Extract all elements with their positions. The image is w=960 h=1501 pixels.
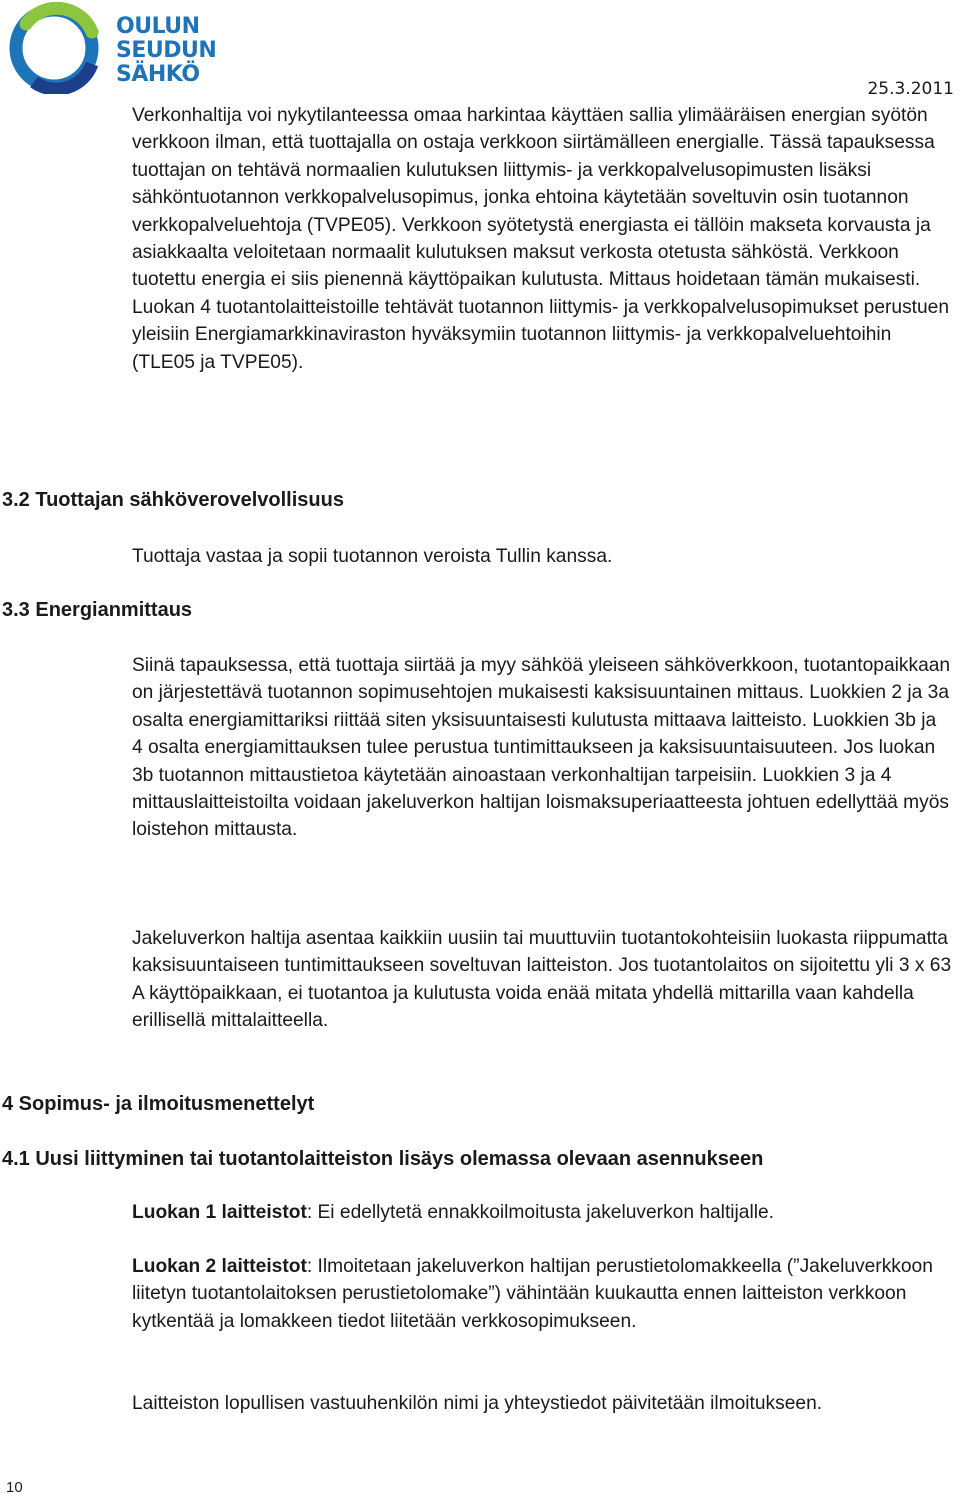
class-2-text: : Ilmoitetaan jakeluverkon haltijan perustietolomakkeella (”Jakeluverkkoon liitetyn tuotantolaitoksen perustietolomake”) vähintään kuukautta ennen laitteiston verkkoon kytkentää ja lomakkeen tiedot liitetään verkkosopimukseen. xyxy=(132,1256,933,1332)
class-2-label: Luokan 2 laitteistot xyxy=(132,1256,307,1277)
paragraph-metering: Siinä tapauksessa, että tuottaja siirtää ja myy sähköä yleiseen sähköverkkoon, tuotantopaikkaan on järjestettävä tuotannon sopimusehtojen mukaisesti kaksisuuntainen mittaus. Luokkien 2 ja 3a osalta energiamittariksi riittää siten yksisuuntaisesti kulutusta mittaava laitteisto. Luokkien 3b ja 4 osalta energiamittauksen tulee perustua tuntimittaukseen ja kaksisuuntaisuuteen. Jos luokan 3b tuotannon mittaustietoa käytetään ainoastaan verkonhaltijan tarpeisiin. Luokkien 3 ja 4 mittauslaitteistoilta voidaan jakeluverkon haltijan loismaksuperiaatteesta johtuen edellyttää myös loistehon mittausta. xyxy=(132,655,951,841)
heading-3-3: 3.3 Energianmittaus xyxy=(2,599,193,621)
paragraph-contact-update: Laitteiston lopullisen vastuuhenkilön nimi ja yhteystiedot päivitetään ilmoitukseen. xyxy=(132,1393,823,1414)
heading-4-1: 4.1 Uusi liittyminen tai tuotantolaitteiston lisäys olemassa olevaan asennukseen xyxy=(2,1148,764,1170)
logo-word-2: SEUDUN xyxy=(116,38,217,63)
company-logo xyxy=(4,2,217,94)
paragraph-class-2 xyxy=(132,1253,952,1335)
logo-word-1: OULUN xyxy=(116,14,200,39)
paragraph-metering-intro: Verkonhaltija voi nykytilanteessa omaa harkintaa käyttäen sallia ylimääräisen energian syötön verkkoon ilman, että tuottajalla on ostaja verkkoon siirtämälleen energialle. Tässä tapauksessa tuottajan on tehtävä normaalien kulutuksen liittymis- ja verkkopalvelusopimusten lisäksi sähköntuotannon verkkopalvelusopimus, jonka ehtoina käytetään soveltuvin osin tuotannon verkkopalveluehtoja (TVPE05). Verkkoon syötetystä energiasta ei tällöin makseta korvausta ja asiakkaalta veloitetaan normaalit kulutuksen maksut verkosta otetusta sähköstä. Verkkoon tuotettu energia ei siis pienennä käyttöpaikan kulutusta. Mittaus hoidetaan tämän mukaisesti. Luokan 4 tuotantolaitteistoille tehtävät tuotannon liittymis- ja verkkopalvelusopimukset perustuen yleisiin Energiamarkkinaviraston hyväksymiin tuotannon liittymis- ja verkkopalveluehtoihin (TLE05 ja TVPE05). xyxy=(132,105,950,373)
document-date: 25.3.2011 xyxy=(867,79,954,99)
heading-3-2: 3.2 Tuottajan sähköverovelvollisuus xyxy=(2,489,344,511)
logo-word-3: SÄHKÖ xyxy=(116,62,200,87)
paragraph-tax: Tuottaja vastaa ja sopii tuotannon veroista Tullin kanssa. xyxy=(132,546,613,567)
heading-4: 4 Sopimus- ja ilmoitusmenettelyt xyxy=(2,1093,315,1115)
paragraph-hourly-metering: Jakeluverkon haltija asentaa kaikkiin uusiin tai muuttuviin tuotantokohteisiin luokasta riippumatta kaksisuuntaiseen tuntimittaukseen soveltuvan laitteiston. Jos tuotantolaitos on sijoitettu yli 3 x 63 A käyttöpaikkaan, ei tuotantoa ja kulutusta voida enää mitata yhdellä mittarilla vaan kahdella erillisellä mittalaitteella. xyxy=(132,928,952,1032)
class-1-label: Luokan 1 laitteistot xyxy=(132,1202,307,1223)
logo-ring-icon xyxy=(4,2,109,94)
class-1-text: : Ei edellytetä ennakkoilmoitusta jakeluverkon haltijalle. xyxy=(306,1202,774,1223)
page-number: 10 xyxy=(6,1479,23,1496)
paragraph-class-1 xyxy=(132,1199,952,1226)
